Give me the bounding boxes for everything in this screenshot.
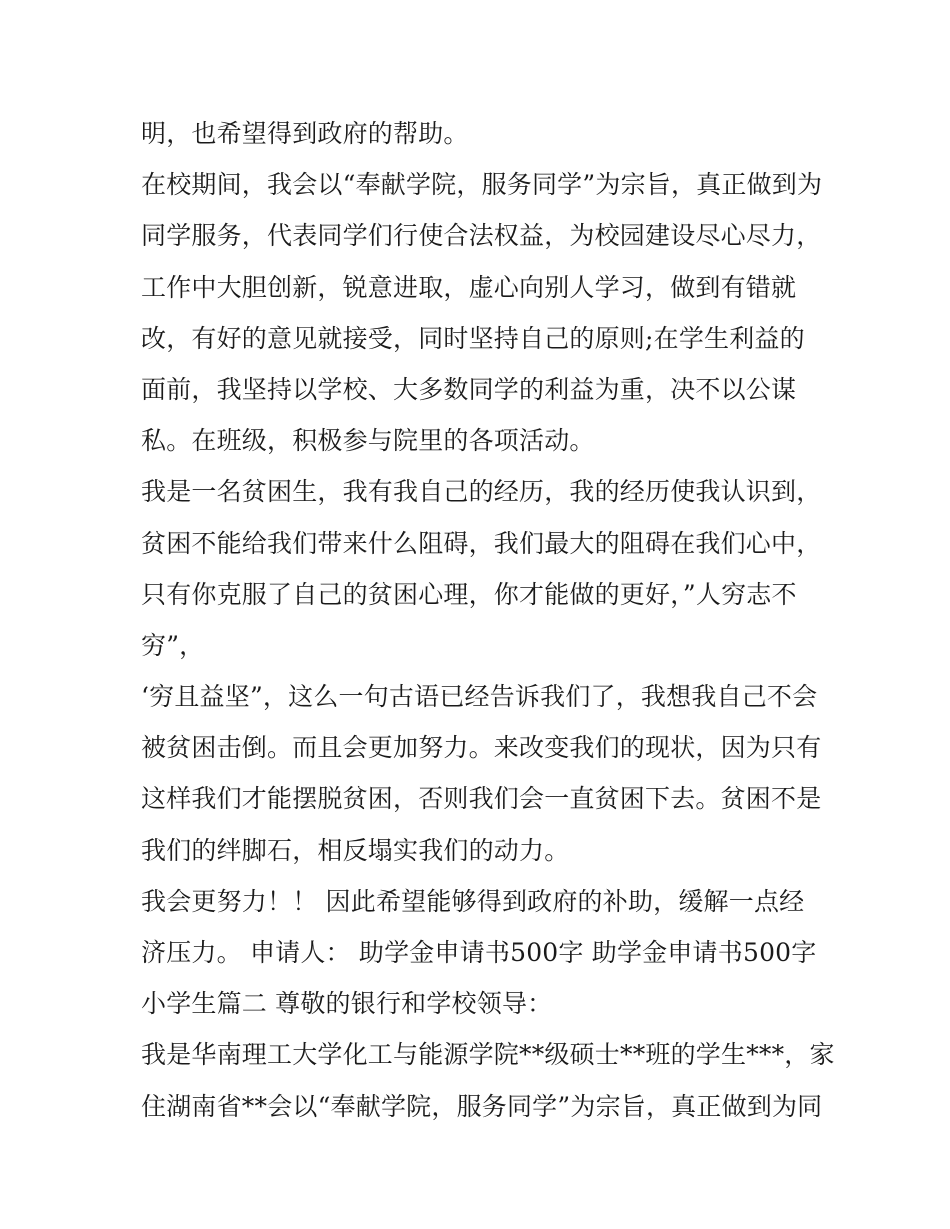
text-line: 济压力。 申请人： 助学金申请书500字 助学金申请书500字: [141, 938, 817, 967]
text-line: 小学生篇二 尊敬的银行和学校领导：: [141, 989, 553, 1019]
text-line: 同学服务，代表同学们行使合法权益，为校园建设尽心尽力，: [141, 221, 822, 251]
text-line: ‘穷且益坚”，这么一句古语已经告诉我们了，我想我自己不会: [141, 682, 818, 712]
text-line: 只有你克服了自己的贫困心理，你才能做的更好，”人穷志不: [141, 579, 797, 609]
text-line: 我会更努力！！ 因此希望能够得到政府的补助，缓解一点经: [141, 886, 805, 916]
text-line: 我们的绊脚石，相反塌实我们的动力。: [141, 835, 570, 865]
text-line: 在校期间，我会以“奉献学院，服务同学”为宗旨，真正做到为: [141, 170, 823, 200]
text-line: 这样我们才能摆脱贫困，否则我们会一直贫困下去。贫困不是: [141, 784, 822, 814]
text-line: 被贫困击倒。而且会更加努力。来改变我们的现状，因为只有: [141, 733, 822, 763]
text-line: 住湖南省**会以“奉献学院，服务同学”为宗旨，真正做到为同: [141, 1091, 823, 1121]
text-line: 明，也希望得到政府的帮助。: [141, 119, 469, 148]
text-line: 贫困不能给我们带来什么阻碍，我们最大的阻碍在我们心中，: [141, 528, 822, 558]
text-line: 工作中大胆创新，锐意进取，虚心向别人学习，做到有错就: [141, 272, 797, 302]
document-body: [141, 108, 835, 1132]
text-line: 改，有好的意见就接受，同时坚持自己的原则;在学生利益的: [141, 323, 805, 353]
text-line: 私。在班级，积极参与院里的各项活动。: [141, 426, 595, 456]
text-line: 穷”，: [141, 630, 205, 660]
text-line: 我是华南理工大学化工与能源学院**级硕士**班的学生***，家: [141, 1040, 835, 1070]
text-line: 我是一名贫困生，我有我自己的经历，我的经历使我认识到，: [141, 477, 822, 507]
text-line: 面前，我坚持以学校、大多数同学的利益为重，决不以公谋: [141, 374, 797, 404]
